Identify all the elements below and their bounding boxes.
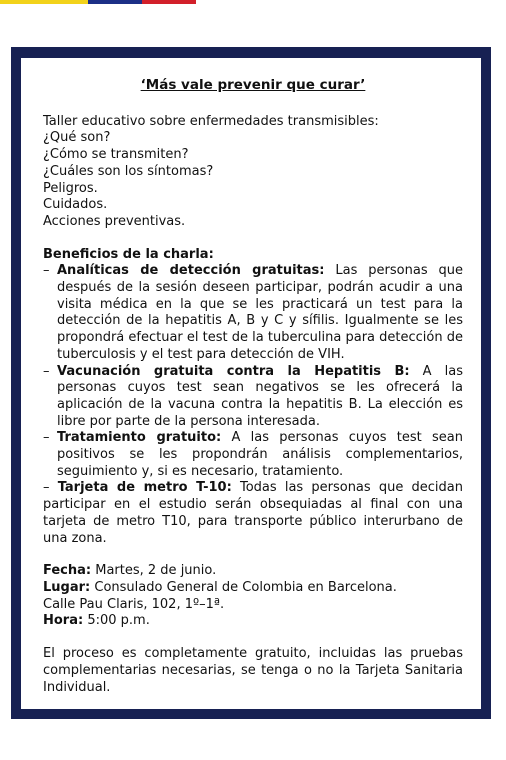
benefit-heading: Vacunación gratuita contra la Hepatitis B: [57,363,410,379]
list-dash: – [43,430,50,446]
flyer-card [21,58,481,709]
intro-text: Taller educativo sobre enfermedades transmisibles: [43,113,379,129]
place-value: Consulado General de Colombia en Barcelona. [90,579,397,595]
benefit-text: Las personas que después de la sesión deseen participar, podrán acudir a una visita médica en la que se les practicará un test para la detección de la hepatitis A, B y C y sífilis. Igualmente se les propondrá efectuar el test de la tuberculina para detección de tuberculosis y el test para detección de VIH. [57,263,463,362]
time-label: Hora: [43,613,84,629]
metro-card-paragraph [43,480,463,547]
benefit-heading: Analíticas de detección gratuitas: [57,263,325,279]
benefit-text: A las personas cuyos test sean negativos se les ofrecerá la aplicación de la vacuna contra la hepatitis B. La elección es libre por parte de la persona interesada. [57,363,463,429]
colombia-flag-stripe [0,0,196,4]
question-item: Acciones preventivas. [43,213,186,229]
list-dash: – [43,263,50,279]
question-item: Cuidados. [43,197,108,213]
date-value: Martes, 2 de junio. [91,563,217,579]
date-label: Fecha: [43,563,92,579]
benefits-heading: Beneficios de la charla: [43,246,214,262]
benefit-heading: Tratamiento gratuito: [57,430,222,446]
place-label: Lugar: [43,579,91,595]
event-address: Calle Pau Claris, 102, 1º–1ª. [43,596,225,612]
benefit-item [43,430,463,480]
list-dash: – [43,480,50,496]
event-date [43,563,463,580]
event-place [43,580,463,597]
time-value: 5:00 p.m. [83,613,150,629]
list-dash: – [43,363,50,379]
flyer-title: ‘Más vale prevenir que curar’ [140,77,366,93]
question-item: Peligros. [43,180,98,196]
flag-blue-band [88,0,142,4]
benefit-item [43,263,463,363]
metro-card-heading: Tarjeta de metro T-10: [57,480,232,496]
benefit-item [43,364,463,431]
flyer-frame [11,47,491,719]
question-item: ¿Cuáles son los síntomas? [43,163,214,179]
question-item: ¿Qué son? [43,130,111,146]
question-item: ¿Cómo se transmiten? [43,147,189,163]
metro-card-text: Todas las personas que decidan participar en el estudio serán obsequiadas al final con una tarjeta de metro T10, para transporte público interurbano de una zona. [43,480,464,546]
closing-text: El proceso es completamente gratuito, incluidas las pruebas complementarias necesarias, se tenga o no la Tarjeta Sanitaria Individual. [43,646,463,695]
benefits-list [43,263,463,480]
event-details [43,563,463,630]
flag-yellow-band [0,0,88,4]
benefit-text: A las personas cuyos test sean positivos se les propondrán análisis complementarios, seguimiento y, si es necesario, tratamiento. [57,430,463,479]
event-time [43,613,463,630]
flag-red-band [142,0,196,4]
